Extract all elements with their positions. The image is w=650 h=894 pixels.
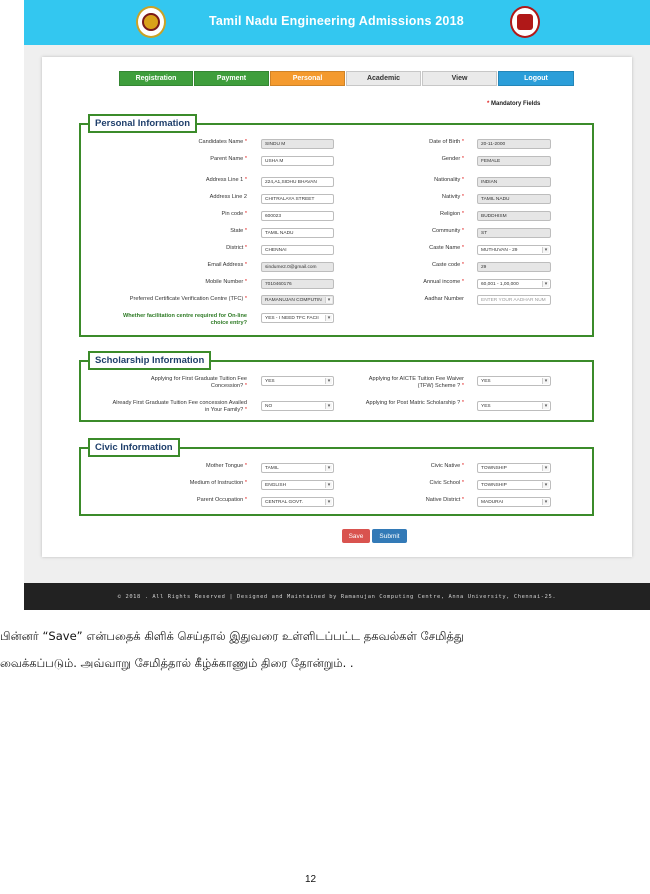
- civic-info-title: Civic Information: [88, 438, 180, 457]
- chevron-down-icon: ▾: [542, 403, 549, 409]
- chevron-down-icon: ▾: [325, 378, 332, 384]
- nativity-field[interactable]: TAMIL NADU: [477, 194, 551, 204]
- address1-field[interactable]: 224,A1,SIDHU BHAVAN: [261, 177, 334, 187]
- district-field[interactable]: CHENNAI: [261, 245, 334, 255]
- caste-code-label: Caste code *: [431, 262, 464, 268]
- chevron-down-icon: ▾: [325, 465, 332, 471]
- address1-label: Address Line 1 *: [205, 177, 247, 183]
- chevron-down-icon: ▾: [542, 247, 549, 253]
- medium-label: Medium of Instruction *: [189, 480, 247, 486]
- mandatory-note: * Mandatory Fields: [487, 101, 541, 107]
- parent-name-field[interactable]: USHA M: [261, 156, 334, 166]
- anna-university-logo-icon: [510, 6, 540, 38]
- caption-paragraph: [0, 623, 628, 677]
- post-matric-select[interactable]: YES ▾: [477, 401, 551, 411]
- nativity-label: Nativity *: [441, 194, 464, 200]
- screenshot: [24, 0, 650, 610]
- community-label: Community *: [431, 228, 464, 234]
- header-bar: [24, 0, 650, 45]
- tfc-select[interactable]: RAMANUJAN COMPUTIN ▾: [261, 295, 334, 305]
- caste-code-field[interactable]: 29: [477, 262, 551, 272]
- nationality-field[interactable]: INDIAN: [477, 177, 551, 187]
- chevron-down-icon: ▾: [542, 465, 549, 471]
- caption-line-1: பின்னர் “Save” என்பதைக் கிளிக் செய்தால் இதுவரை உள்ளிடப்பட்ட தகவல்கள் சேமித்து: [0, 629, 464, 643]
- page-number: 12: [305, 874, 317, 885]
- parent-occupation-label: Parent Occupation *: [196, 497, 247, 503]
- parent-occupation-select[interactable]: CENTRAL GOVT. ▾: [261, 497, 334, 507]
- chevron-down-icon: ▾: [325, 297, 332, 303]
- civic-native-label: Civic Native *: [430, 463, 464, 469]
- parent-name-label: Parent Name *: [210, 156, 247, 162]
- mobile-field[interactable]: 7010460176: [261, 279, 334, 289]
- chevron-down-icon: ▾: [325, 482, 332, 488]
- mother-tongue-select[interactable]: TAMIL ▾: [261, 463, 334, 473]
- caste-name-select[interactable]: MUTHUVAN - 29 ▾: [477, 245, 551, 255]
- gender-label: Gender *: [441, 156, 464, 162]
- address2-field[interactable]: CHITRALAYA STREET: [261, 194, 334, 204]
- aicte-label: Applying for AICTE Tuition Fee Waiver (TFW) Scheme ? *: [368, 376, 464, 389]
- dob-label: Date of Birth *: [429, 139, 464, 145]
- state-label: State *: [230, 228, 247, 234]
- dob-field[interactable]: 20-11-2000: [477, 139, 551, 149]
- submit-button[interactable]: Submit: [372, 529, 407, 543]
- civic-school-label: Civic School *: [429, 480, 464, 486]
- candidate-name-label: Candidates Name *: [198, 139, 247, 145]
- annual-income-label: Annual income *: [423, 279, 464, 285]
- civic-info-section: [79, 442, 594, 516]
- chevron-down-icon: ▾: [542, 281, 549, 287]
- mother-tongue-label: Mother Tongue *: [206, 463, 247, 469]
- state-field[interactable]: TAMIL NADU: [261, 228, 334, 238]
- caste-name-label: Caste Name *: [429, 245, 464, 251]
- fg-availed-select[interactable]: NO ▾: [261, 401, 334, 411]
- tab-registration[interactable]: Registration: [119, 71, 193, 86]
- chevron-down-icon: ▾: [325, 315, 332, 321]
- pincode-label: Pin code *: [221, 211, 247, 217]
- email-field[interactable]: sindume2.0@gmail.com: [261, 262, 334, 272]
- caption-line-2: வைக்கப்படும். அவ்வாறு சேமித்தால் கீழ்க்காணும் திரை தோன்றும். .: [0, 656, 354, 670]
- mobile-label: Mobile Number *: [205, 279, 247, 285]
- scholarship-info-section: [79, 355, 594, 422]
- gender-field[interactable]: FEMALE: [477, 156, 551, 166]
- address2-label: Address Line 2: [209, 194, 247, 200]
- email-label: Email Address *: [207, 262, 247, 268]
- personal-info-section: [79, 118, 594, 337]
- personal-info-title: Personal Information: [88, 114, 197, 133]
- tfc-label: Preferred Certificate Verification Centre (TFC) *: [129, 296, 247, 302]
- tab-payment[interactable]: Payment: [194, 71, 269, 86]
- save-button[interactable]: Save: [342, 529, 370, 543]
- religion-field[interactable]: BUDDHISM: [477, 211, 551, 221]
- chevron-down-icon: ▾: [542, 378, 549, 384]
- tab-academic[interactable]: Academic: [346, 71, 421, 86]
- scholarship-info-title: Scholarship Information: [88, 351, 211, 370]
- tn-emblem-logo-icon: [136, 6, 166, 38]
- facilitation-select[interactable]: YES - I NEED TFC FACII ▾: [261, 313, 334, 323]
- post-matric-label: Applying for Post Matric Scholarship ? *: [365, 400, 464, 406]
- nav-tabs: [119, 71, 575, 86]
- pincode-field[interactable]: 600023: [261, 211, 334, 221]
- nationality-label: Nationality *: [434, 177, 464, 183]
- chevron-down-icon: ▾: [325, 499, 332, 505]
- annual-income-select[interactable]: 60,001 - 1,00,000 ▾: [477, 279, 551, 289]
- civic-school-select[interactable]: TOWNSHIP ▾: [477, 480, 551, 490]
- medium-select[interactable]: ENGLISH ▾: [261, 480, 334, 490]
- fg-availed-label: Already First Graduate Tuition Fee concession Availed in Your Family? *: [112, 400, 247, 413]
- aadhar-input[interactable]: ENTER YOUR AADHAR NUM: [477, 295, 551, 305]
- fg-fee-select[interactable]: YES ▾: [261, 376, 334, 386]
- chevron-down-icon: ▾: [325, 403, 332, 409]
- native-district-label: Native District *: [425, 497, 464, 503]
- aicte-select[interactable]: YES ▾: [477, 376, 551, 386]
- native-district-select[interactable]: MADURAI ▾: [477, 497, 551, 507]
- tab-personal[interactable]: Personal: [270, 71, 345, 86]
- chevron-down-icon: ▾: [542, 499, 549, 505]
- civic-native-select[interactable]: TOWNSHIP ▾: [477, 463, 551, 473]
- footer: © 2018 . All Rights Reserved | Designed and Maintained by Ramanujan Computing Centre, Anna University, Chennai-25.: [24, 583, 650, 610]
- app-title: Tamil Nadu Engineering Admissions 2018: [209, 14, 464, 28]
- tab-logout[interactable]: Logout: [498, 71, 574, 86]
- facilitation-label: Whether facilitation centre required for On-line choice entry?: [122, 313, 247, 326]
- form-card: [42, 57, 632, 557]
- tab-view[interactable]: View: [422, 71, 497, 86]
- chevron-down-icon: ▾: [542, 482, 549, 488]
- candidate-name-field[interactable]: SINDU M: [261, 139, 334, 149]
- fg-fee-label: Applying for First Graduate Tuition Fee Concession? *: [150, 376, 247, 389]
- religion-label: Religion *: [440, 211, 464, 217]
- aadhar-label: Aadhar Number: [424, 296, 464, 302]
- community-field[interactable]: ST: [477, 228, 551, 238]
- district-label: District *: [226, 245, 247, 251]
